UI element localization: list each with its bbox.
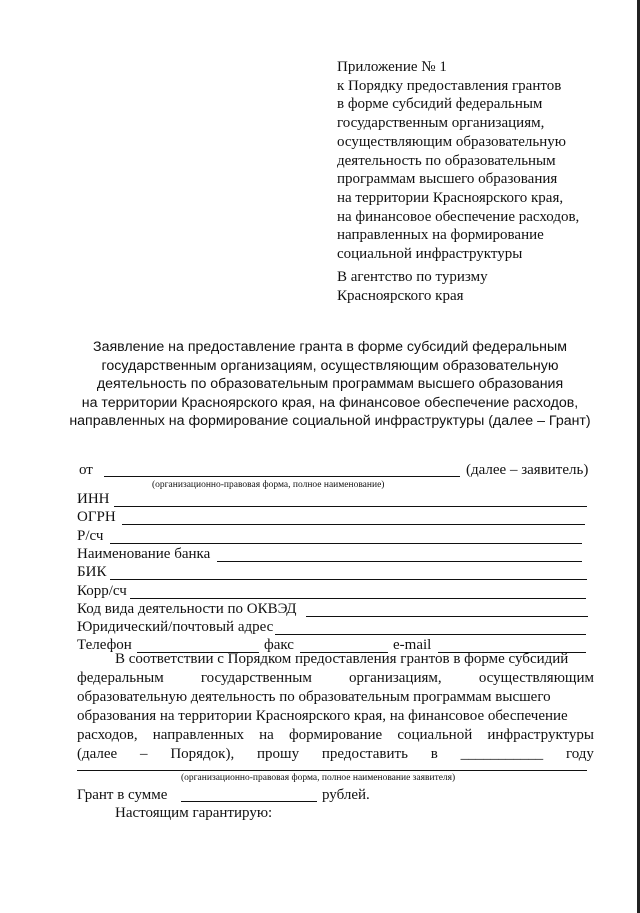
from-caption: (организационно-правовая форма, полное наименование) — [152, 480, 385, 490]
applicant-note: (далее – заявитель) — [466, 462, 589, 478]
paragraph-word: социальной — [397, 727, 473, 743]
paragraph-word: направленных — [152, 727, 245, 743]
paragraph-text: В соответствии с Порядком предоставления грантов в форме субсидий — [115, 651, 569, 667]
title-line: государственным организациям, осуществляющим образовательную — [101, 357, 559, 374]
paragraph-word: (далее — [77, 746, 118, 762]
inn-label: ИНН — [77, 491, 110, 507]
appendix-line: государственным организациям, — [337, 115, 545, 132]
grant-amount-label: Грант в сумме — [77, 787, 168, 803]
inn-field[interactable] — [114, 506, 587, 507]
okved-field[interactable] — [306, 616, 588, 617]
account-field[interactable] — [110, 543, 582, 544]
appendix-line: программам высшего образования — [337, 171, 558, 188]
paragraph-row — [77, 707, 594, 726]
recipient-line: В агентство по туризму — [337, 269, 488, 285]
paragraph-word: в — [430, 746, 438, 762]
paragraph-word: организациям, — [348, 670, 442, 686]
title-line: Заявление на предоставление гранта в форме субсидий федеральным — [93, 339, 567, 355]
okved-label: Код вида деятельности по ОКВЭД — [77, 601, 297, 617]
paragraph-word: расходов, — [77, 727, 138, 743]
appendix-line: Приложение № 1 — [337, 59, 447, 75]
grant-amount-field[interactable] — [181, 801, 317, 802]
document-title — [60, 338, 600, 431]
appendix-line: в форме субсидий федеральным — [337, 96, 543, 113]
appendix-line: направленных на формирование — [337, 227, 544, 244]
appendix-line: на финансовое обеспечение расходов, — [337, 208, 580, 225]
bik-field[interactable] — [110, 579, 587, 580]
account-label: Р/сч — [77, 528, 104, 544]
paragraph-word: Порядок), — [170, 746, 235, 762]
title-line: направленных на формирование социальной инфраструктуры (далее – Грант) — [69, 413, 591, 430]
paragraph-word: формирование — [288, 727, 383, 743]
paragraph-word: на — [259, 727, 274, 743]
ogrn-field[interactable] — [122, 524, 585, 525]
paragraph-text: образования на территории Красноярского края, на финансовое обеспечение — [77, 708, 568, 724]
corr-account-label: Корр/сч — [77, 583, 127, 599]
bank-field[interactable] — [217, 561, 582, 562]
address-label: Юридический/почтовый адрес — [77, 619, 274, 635]
appendix-line: деятельность по образовательным — [337, 152, 556, 169]
appendix-line: осуществляющим образовательную — [337, 133, 566, 150]
paragraph-row — [77, 726, 594, 745]
bank-label: Наименование банка — [77, 546, 211, 562]
phone-label: Телефон — [77, 637, 132, 653]
from-label: от — [79, 462, 93, 478]
paragraph-row — [77, 650, 594, 669]
email-label: e-mail — [393, 637, 432, 653]
applicant-caption: (организационно-правовая форма, полное наименование заявителя) — [181, 773, 456, 783]
paragraph-word: федеральным — [77, 670, 164, 686]
paragraph-word: инфраструктуры — [487, 727, 594, 743]
recipient-block — [337, 268, 627, 305]
paragraph-word: прошу — [257, 746, 300, 762]
paragraph-row — [77, 745, 594, 764]
address-field[interactable] — [275, 634, 586, 635]
appendix-block — [337, 58, 627, 264]
fax-label: факс — [264, 637, 294, 653]
appendix-line: к Порядку предоставления грантов — [337, 77, 562, 94]
paragraph-row — [77, 688, 594, 707]
title-line: деятельность по образовательным программам высшего образования — [96, 376, 564, 393]
paragraph-word: году — [565, 746, 594, 762]
paragraph-word: осуществляющим — [478, 670, 594, 686]
request-paragraph — [77, 650, 594, 764]
paragraph-word: – — [140, 746, 148, 762]
corr-account-field[interactable] — [130, 598, 586, 599]
recipient-line: Красноярского края — [337, 287, 464, 304]
title-line: на территории Красноярского края, на финансовое обеспечение расходов, — [81, 394, 579, 411]
paragraph-row — [77, 669, 594, 688]
paragraph-word: государственным — [200, 670, 312, 686]
paragraph-word: предоставить — [321, 746, 408, 762]
applicant-name-field[interactable] — [77, 770, 587, 771]
appendix-line: на территории Красноярского края, — [337, 189, 564, 206]
guarantee-heading: Настоящим гарантирую: — [115, 805, 273, 821]
appendix-line: социальной инфраструктуры — [337, 246, 523, 263]
paragraph-text: образовательную деятельность по образовательным программам высшего — [77, 689, 551, 705]
from-field[interactable] — [104, 476, 460, 477]
bik-label: БИК — [77, 564, 107, 580]
currency-label: рублей. — [322, 787, 370, 803]
year-blank[interactable]: ___________ — [460, 746, 544, 762]
ogrn-label: ОГРН — [77, 509, 116, 525]
